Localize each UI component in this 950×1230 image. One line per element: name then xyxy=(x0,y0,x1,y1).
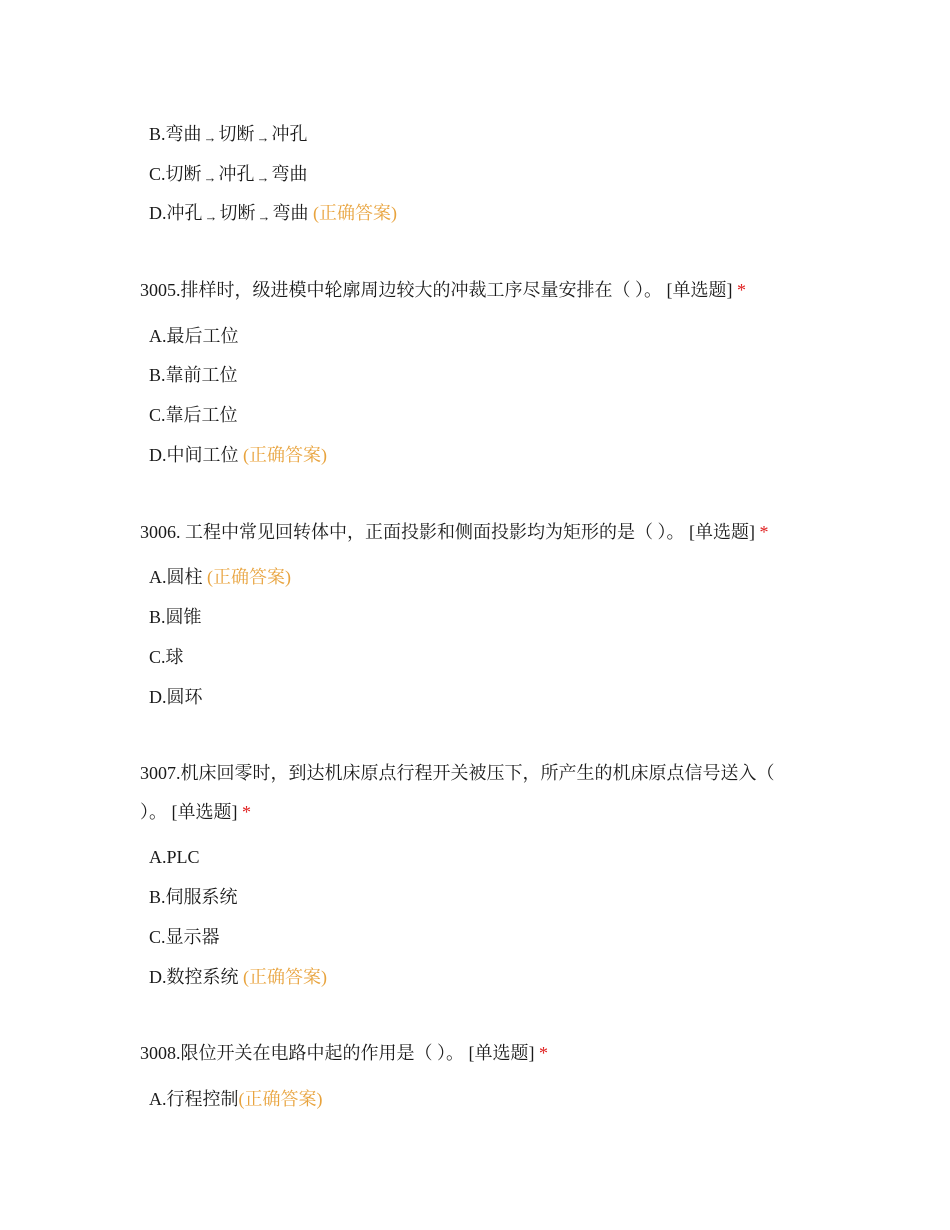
arrow-icon: → xyxy=(203,170,217,185)
option-text: B.圆锥 xyxy=(149,607,202,627)
q3006-question xyxy=(140,520,769,544)
option-text: B.伺服系统 xyxy=(149,887,238,907)
q3004-option-d xyxy=(149,201,397,227)
q3007-option-c xyxy=(149,925,220,949)
q3006-option-d xyxy=(149,685,203,709)
arrow-icon: → xyxy=(257,209,271,224)
option-text: C.显示器 xyxy=(149,927,220,947)
q3005-option-d xyxy=(149,443,327,467)
option-text: A.最后工位 xyxy=(149,326,239,346)
q3007-question-line2 xyxy=(140,800,251,824)
required-star: * xyxy=(759,522,769,542)
option-text: 切断 xyxy=(218,124,255,144)
question-text: 3007.机床回零时，到达机床原点行程开关被压下，所产生的机床原点信号送入（ xyxy=(140,763,775,783)
arrow-icon: → xyxy=(256,170,270,185)
correct-answer-tag: (正确答案) xyxy=(313,203,397,223)
required-star: * xyxy=(539,1043,548,1063)
option-text: A.PLC xyxy=(149,847,200,867)
option-text: 弯曲 xyxy=(272,203,309,223)
correct-answer-tag: (正确答案) xyxy=(238,1089,323,1109)
q3007-option-b xyxy=(149,885,238,909)
question-text: 3006. 工程中常见回转体中，正面投影和侧面投影均为矩形的是（ ）。 [单选题] xyxy=(140,522,755,542)
q3005-option-b xyxy=(149,363,238,387)
q3008-question xyxy=(140,1041,548,1065)
q3008-option-a xyxy=(149,1087,323,1111)
option-text: D.中间工位 xyxy=(149,445,239,465)
option-text: C.球 xyxy=(149,647,184,667)
option-text: 切断 xyxy=(219,203,256,223)
q3007-option-d xyxy=(149,965,327,989)
question-text: 3008.限位开关在电路中起的作用是（ ）。 [单选题] xyxy=(140,1043,535,1063)
q3006-option-a xyxy=(149,565,291,589)
option-text: D.数控系统 xyxy=(149,967,239,987)
q3007-question-line1 xyxy=(140,761,775,785)
correct-answer-tag: (正确答案) xyxy=(207,567,291,587)
option-text: 弯曲 xyxy=(271,164,308,184)
required-star: * xyxy=(242,802,251,822)
q3005-question xyxy=(140,278,746,302)
required-star: * xyxy=(737,280,746,300)
option-text: 冲孔 xyxy=(271,124,308,144)
option-text: A.行程控制 xyxy=(149,1089,239,1109)
q3007-option-a xyxy=(149,845,200,869)
option-text: B.弯曲 xyxy=(149,124,202,144)
correct-answer-tag: (正确答案) xyxy=(243,445,327,465)
option-text: A.圆柱 xyxy=(149,567,203,587)
correct-answer-tag: (正确答案) xyxy=(243,967,327,987)
q3004-option-b xyxy=(149,122,308,148)
question-text: ）。 [单选题] xyxy=(140,802,238,822)
option-text: B.靠前工位 xyxy=(149,365,238,385)
q3005-option-c xyxy=(149,403,238,427)
option-text: D.圆环 xyxy=(149,687,203,707)
question-text: 3005.排样时，级进模中轮廓周边较大的冲裁工序尽量安排在（ ）。 [单选题] xyxy=(140,280,733,300)
arrow-icon: → xyxy=(256,130,270,145)
q3006-option-b xyxy=(149,605,202,629)
q3005-option-a xyxy=(149,324,239,348)
option-text: 冲孔 xyxy=(218,164,255,184)
q3006-option-c xyxy=(149,645,184,669)
arrow-icon: → xyxy=(203,130,217,145)
option-text: C.切断 xyxy=(149,164,202,184)
option-text: C.靠后工位 xyxy=(149,405,238,425)
arrow-icon: → xyxy=(204,209,218,224)
option-text: D.冲孔 xyxy=(149,203,203,223)
q3004-option-c xyxy=(149,162,308,188)
